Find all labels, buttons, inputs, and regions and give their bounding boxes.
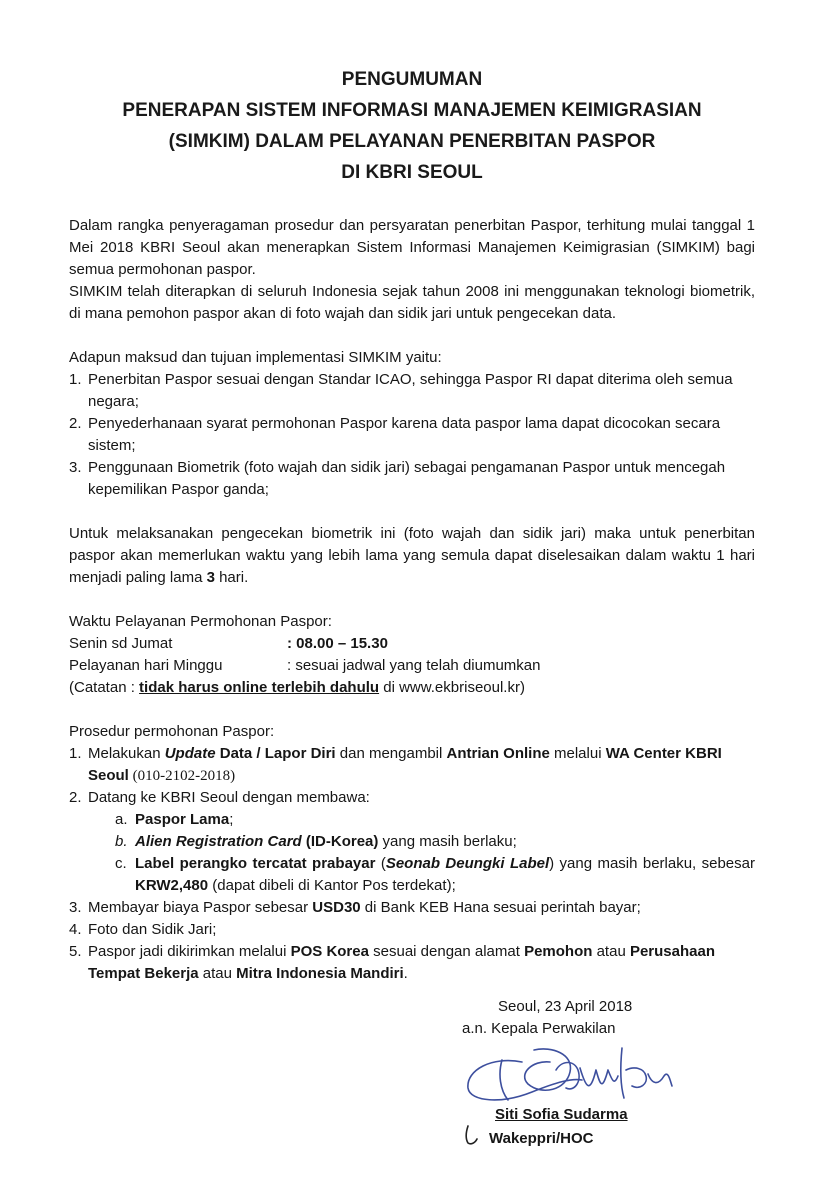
purpose-heading: Adapun maksud dan tujuan implementasi SIMKIM yaitu: (69, 349, 442, 366)
title-line-4: DI KBRI SEOUL (341, 162, 483, 183)
list-item: 3. Penggunaan Biometrik (foto wajah dan sidik jari) sebagai pengamanan Paspor untuk mencegah kepemilikan Paspor ganda; (69, 459, 726, 498)
hours-heading: Waktu Pelayanan Permohonan Paspor: (69, 613, 332, 630)
on-behalf-line: a.n. Kepala Perwakilan (462, 1020, 616, 1037)
title-line-2: PENERAPAN SISTEM INFORMASI MANAJEMEN KEIMIGRASIAN (122, 100, 702, 121)
signatory-position: Wakeppri/HOC (489, 1130, 594, 1147)
list-item: c. Label perangko tercatat prabayar (Seonab Deungki Label) yang masih berlaku, sebesar KRW2,480 (dapat dibeli di Kantor Pos terdekat); (115, 855, 755, 894)
intro-paragraph-1: Dalam rangka penyeragaman prosedur dan persyaratan penerbitan Paspor, terhitung mulai tanggal 1 Mei 2018 KBRI Seoul akan menerapkan Sistem Informasi Manajemen Keimigrasian (SIMKIM) bagi semua permohonan paspor. (69, 217, 755, 278)
list-item: a. Paspor Lama; (115, 811, 234, 828)
weekday-hours-row: Senin sd Jumat : 08.00 – 15.30 (69, 635, 388, 652)
purpose-list (69, 369, 755, 501)
pen-mark-icon (462, 1124, 480, 1146)
title-line-3: (SIMKIM) DALAM PELAYANAN PENERBITAN PASPOR (168, 131, 656, 152)
signature-block (430, 996, 730, 1040)
procedure-list (69, 743, 755, 985)
sunday-hours-row: Pelayanan hari Minggu : sesuai jadwal yang telah diumumkan (69, 657, 541, 674)
biometric-paragraph: Untuk melaksanakan pengecekan biometrik ini (foto wajah dan sidik jari) maka untuk penerbitan paspor akan memerlukan waktu yang lebih lama yang semula dapat diselesaikan dalam waktu 1 hari menjadi paling lama 3 hari. (69, 525, 755, 586)
handwritten-signature (462, 1040, 677, 1110)
list-item: 2. Datang ke KBRI Seoul dengan membawa: a. Paspor Lama; b. Alien Registration Card (ID-Korea) yang masih berlaku; c. Label perangko tercatat prabayar (Seonab Deungki Label) yang masih berlaku, sebesar KRW2,480 (dapat dibeli di Kantor Pos terdekat); (69, 787, 755, 897)
list-item: 3. Membayar biaya Paspor sebesar USD30 di Bank KEB Hana sesuai perintah bayar; (69, 899, 641, 916)
purpose-section (69, 347, 755, 501)
place-date: Seoul, 23 April 2018 (498, 998, 633, 1015)
intro-paragraph-2: SIMKIM telah diterapkan di seluruh Indonesia sejak tahun 2008 ini menggunakan teknologi biometrik, di mana pemohon paspor akan di foto wajah dan sidik jari untuk pengecekan data. (69, 283, 755, 322)
title-line-1: PENGUMUMAN (341, 69, 483, 90)
service-hours (69, 611, 755, 699)
list-item: 1. Melakukan Update Data / Lapor Diri dan mengambil Antrian Online melalui WA Center KBRI Seoul (010-2102-2018) (69, 745, 722, 784)
list-item: b. Alien Registration Card (ID-Korea) yang masih berlaku; (115, 833, 517, 850)
requirements-list (88, 809, 755, 897)
list-item: 5. Paspor jadi dikirimkan melalui POS Korea sesuai dengan alamat Pemohon atau Perusahaan Tempat Bekerja atau Mitra Indonesia Mandiri. (69, 943, 715, 982)
signatory-name: Siti Sofia Sudarma (495, 1106, 628, 1123)
procedure-section (69, 721, 755, 985)
announcement-title (69, 0, 755, 188)
procedure-heading: Prosedur permohonan Paspor: (69, 723, 275, 740)
list-item: 1. Penerbitan Paspor sesuai dengan Standar ICAO, sehingga Paspor RI dapat diterima oleh semua negara; (69, 371, 733, 410)
list-item: 2. Penyederhanaan syarat permohonan Paspor karena data paspor lama dapat dicocokan secara sistem; (69, 415, 721, 454)
list-item: 4. Foto dan Sidik Jari; (69, 921, 217, 938)
hours-note: (Catatan : tidak harus online terlebih dahulu di www.ekbriseoul.kr) (69, 679, 525, 696)
